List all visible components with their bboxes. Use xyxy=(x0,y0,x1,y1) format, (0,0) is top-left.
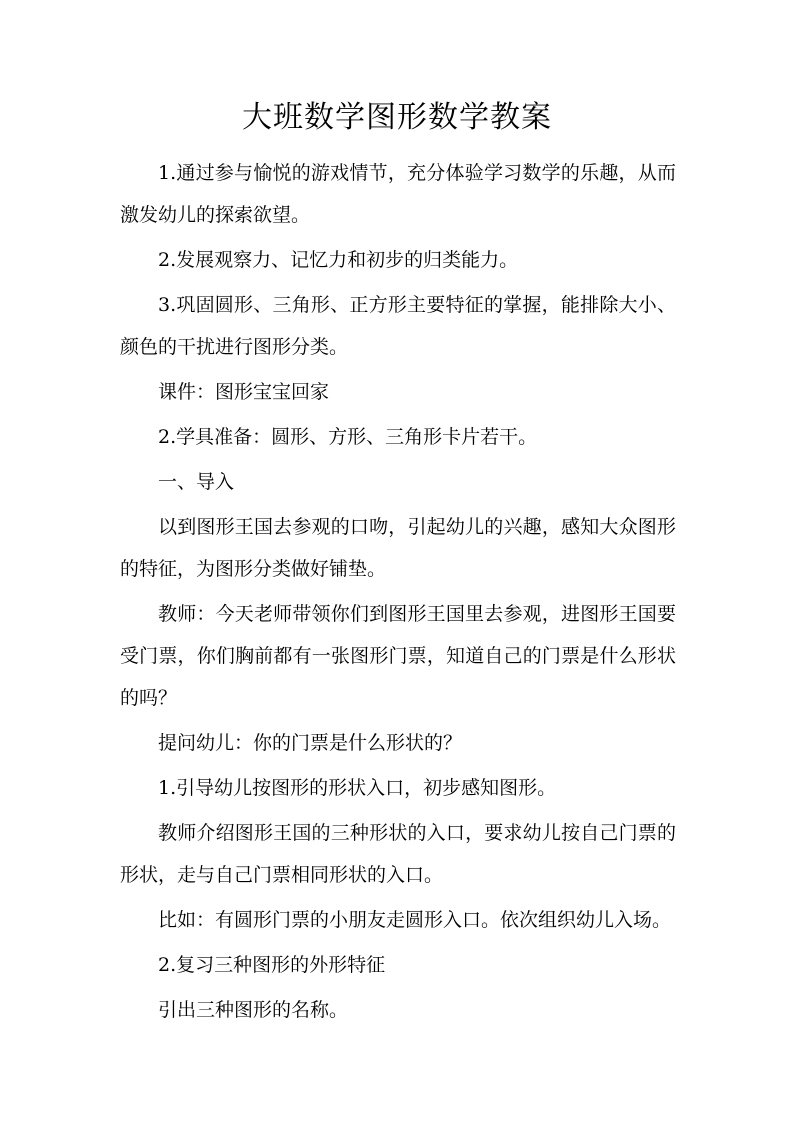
paragraph: 2.学具准备：圆形、方形、三角形卡片若干。 xyxy=(158,426,538,448)
paragraph: 1.引导幼儿按图形的形状入口，初步感知图形。 xyxy=(158,777,557,799)
paragraph: 教师介绍图形王国的三种形状的入口，要求幼儿按自己门票的形状，走与自己门票相同形状的入口。 xyxy=(120,822,676,886)
paragraph: 3.巩固圆形、三角形、正方形主要特征的掌握，能排除大小、颜色的干扰进行图形分类。 xyxy=(120,294,676,358)
paragraph: 2.复习三种图形的外形特征 xyxy=(158,954,386,976)
paragraph: 比如：有圆形门票的小朋友走圆形入口。依次组织幼儿入场。 xyxy=(158,909,672,931)
section-heading: 一、导入 xyxy=(158,471,235,493)
document-body xyxy=(120,152,676,1034)
paragraph: 1.通过参与愉悦的游戏情节，充分体验学习数学的乐趣，从而激发幼儿的探索欲望。 xyxy=(120,162,676,226)
paragraph: 引出三种图形的名称。 xyxy=(158,999,349,1021)
paragraph: 教师：今天老师带领你们到图形王国里去参观，进图形王国要受门票，你们胸前都有一张图形门票，知道自己的门票是什么形状的吗？ xyxy=(120,603,676,709)
paragraph: 2.发展观察力、记忆力和初步的归类能力。 xyxy=(158,249,519,271)
document-title: 大班数学图形数学教案 xyxy=(242,100,552,135)
paragraph: 以到图形王国去参观的口吻，引起幼儿的兴趣，感知大众图形的特征，为图形分类做好铺垫。 xyxy=(120,516,676,580)
paragraph: 提问幼儿：你的门票是什么形状的？ xyxy=(158,732,463,754)
paragraph: 课件：图形宝宝回家 xyxy=(158,381,330,403)
